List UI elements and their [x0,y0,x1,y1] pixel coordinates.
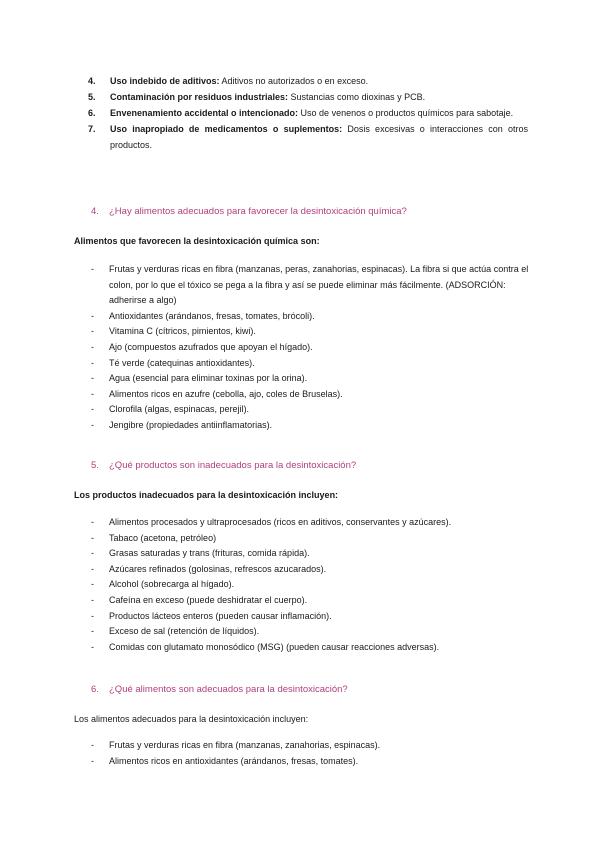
list-item: - Jengibre (propiedades antiinflamatorias). [91,418,531,434]
bullet-dash: - [91,740,94,750]
bullet-dash: - [91,264,94,274]
heading-number: 6. [91,684,99,695]
bullet-dash: - [91,404,94,415]
bullet-dash: - [91,594,94,605]
item-title: Uso indebido de aditivos: [110,76,220,86]
heading-number: 5. [91,460,99,471]
list-item: - Azúcares refinados (golosinas, refrescos azucarados). [91,562,531,578]
section-5-heading [91,459,356,473]
item-title: Uso inapropiado de medicamentos o suplementos: [110,124,343,134]
heading-text: ¿Qué productos son inadecuados para la desintoxicación? [109,460,357,471]
list-item: - Ajo (compuestos azufrados que apoyan el hígado). [91,340,531,356]
bullet-dash: - [91,563,94,574]
item-number: 7. [88,124,96,134]
list-item: - Vitamina C (cítricos, pimientos, kiwi). [91,324,531,340]
list-item: - Exceso de sal (retención de líquidos). [91,624,531,640]
list-item: - Agua (esencial para eliminar toxinas por la orina). [91,371,531,387]
list-item: - Cafeína en exceso (puede deshidratar el cuerpo). [91,593,531,609]
list-item: - Alimentos procesados y ultraprocesados (ricos en aditivos, conservantes y azúcares). [91,515,531,531]
item-text: Sustancias como dioxinas y PCB. [288,92,426,102]
bullet-dash: - [91,532,94,543]
section-6-bullet-list [91,738,531,769]
bullet-dash: - [91,341,94,352]
list-item: - Grasas saturadas y trans (frituras, comida rápida). [91,546,531,562]
list-item: - Antioxidantes (arándanos, fresas, tomates, brócoli). [91,309,531,325]
heading-text: ¿Hay alimentos adecuados para favorecer la desintoxicación química? [109,206,407,217]
numbered-item [88,89,528,105]
section-4-heading [91,205,407,219]
list-item: - Comidas con glutamato monosódico (MSG) (pueden causar reacciones adversas). [91,640,531,656]
list-item: - Té verde (catequinas antioxidantes). [91,356,531,372]
section-4-intro: Alimentos que favorecen la desintoxicación química son: [74,236,320,246]
bullet-dash: - [91,610,94,621]
bullet-dash: - [91,641,94,652]
item-text: Dosis excesivas o interacciones con otros productos. [110,124,528,150]
numbered-item [88,73,528,89]
item-title: Contaminación por residuos industriales: [110,92,289,102]
bullet-dash: - [91,373,94,384]
list-item: - Clorofila (algas, espinacas, perejil). [91,402,531,418]
numbered-causes-list [88,73,528,153]
list-item: - Alimentos ricos en azufre (cebolla, ajo, coles de Bruselas). [91,387,531,403]
item-text: Aditivos no autorizados o en exceso. [219,76,369,86]
list-item: - Alcohol (sobrecarga al hígado). [91,577,531,593]
bullet-dash: - [91,326,94,337]
heading-text: ¿Qué alimentos son adecuados para la desintoxicación? [109,684,348,695]
item-number: 5. [88,92,96,102]
section-4-bullet-list [91,262,531,434]
item-number: 6. [88,108,96,118]
numbered-item [88,121,528,153]
bullet-dash: - [91,579,94,590]
list-item: - Tabaco (acetona, petróleo) [91,531,531,547]
section-5-intro: Los productos inadecuados para la desintoxicación incluyen: [74,490,339,500]
bullet-dash: - [91,310,94,321]
item-text: Uso de venenos o productos químicos para sabotaje. [298,108,514,118]
section-6-intro: Los alimentos adecuados para la desintoxicación incluyen: [74,714,309,724]
bullet-dash: - [91,626,94,637]
bullet-dash: - [91,388,94,399]
heading-number: 4. [91,206,99,217]
section-6-heading [91,683,348,697]
list-item: - Frutas y verduras ricas en fibra (manzanas, peras, zanahorias, espinacas). La fibra si que actúa contra el colon, por lo que el tóxico se pega a la fibra y así se puede eliminar más fácilmente. (ADSORCIÓN: adherirse a algo) [91,262,531,309]
item-title: Envenenamiento accidental o intencionado: [110,108,299,118]
numbered-item [88,105,528,121]
bullet-dash: - [91,517,94,527]
list-item: - Alimentos ricos en antioxidantes (arándanos, fresas, tomates). [91,754,531,770]
bullet-dash: - [91,755,94,766]
bullet-dash: - [91,357,94,368]
bullet-dash: - [91,419,94,430]
bullet-dash: - [91,548,94,559]
item-number: 4. [88,76,96,86]
section-5-bullet-list [91,515,531,655]
list-item: - Productos lácteos enteros (pueden causar inflamación). [91,609,531,625]
list-item: - Frutas y verduras ricas en fibra (manzanas, zanahorias, espinacas). [91,738,531,754]
